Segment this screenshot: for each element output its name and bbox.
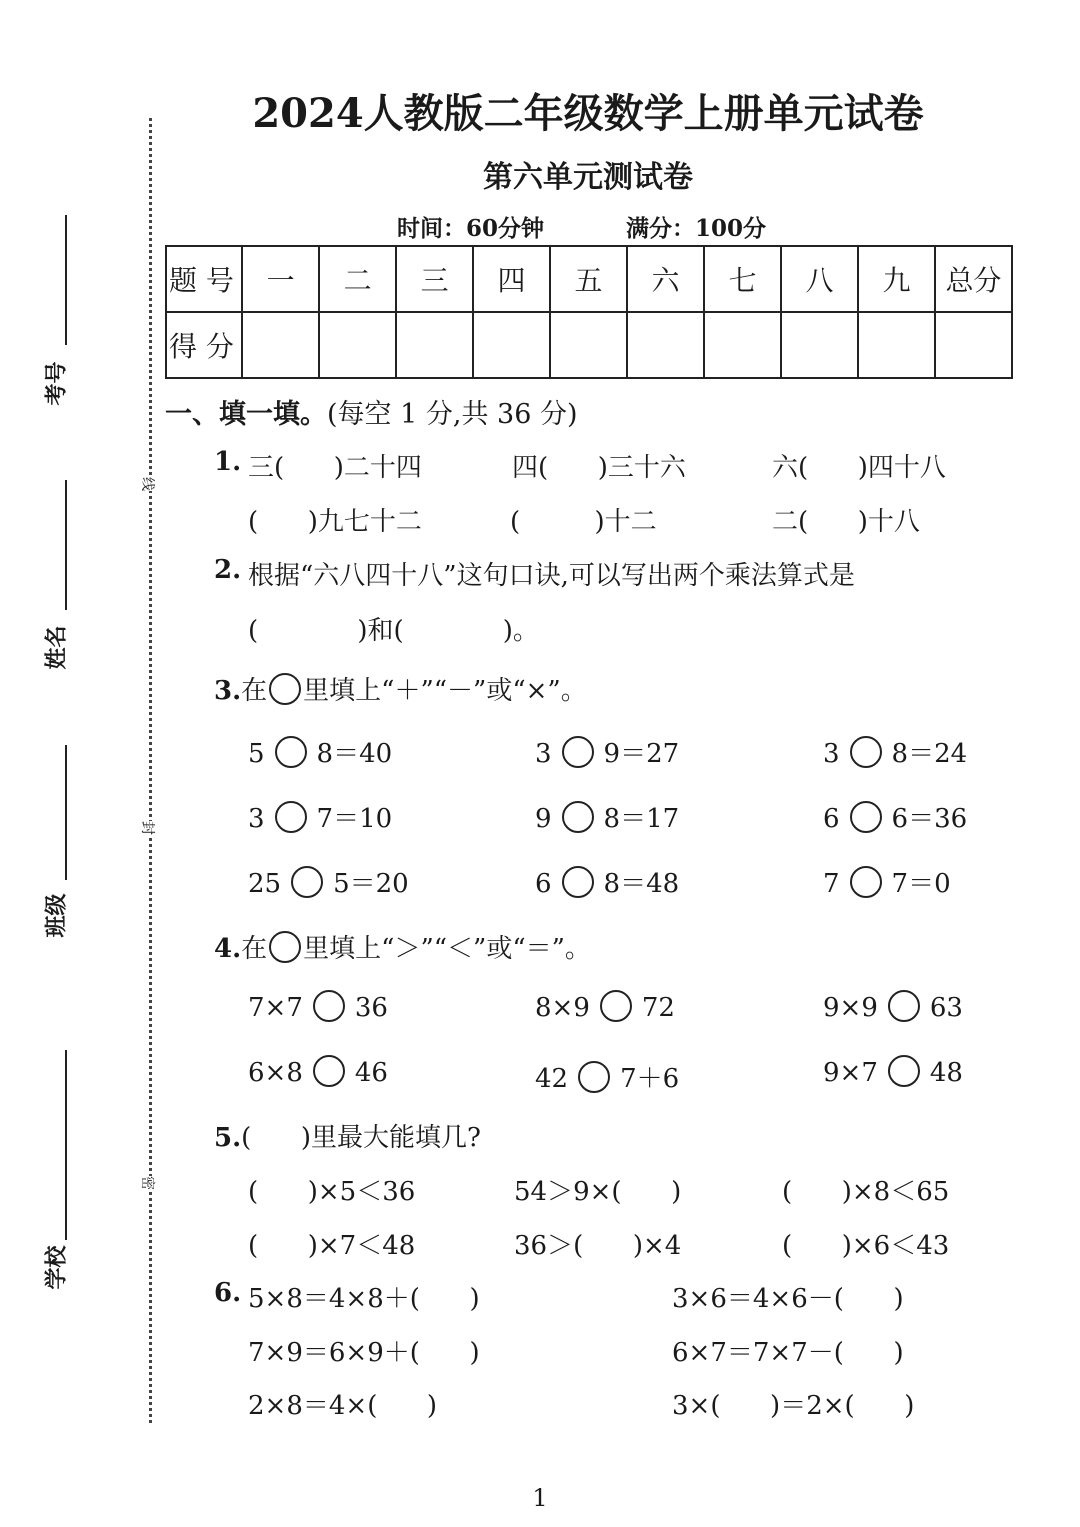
q1-item: 二( )十八	[772, 507, 920, 537]
right-side: 9＝27	[603, 739, 680, 769]
score-cell[interactable]	[242, 312, 319, 378]
q3-prompt	[214, 670, 587, 708]
right-side: 48	[929, 1058, 963, 1088]
left-operand: 25	[248, 869, 282, 899]
q2-text: 根据“六八四十八”这句口诀,可以写出两个乘法算式是	[248, 561, 855, 591]
seal-char: 线	[138, 477, 158, 491]
q6-item: 3×6＝4×6－( )	[672, 1284, 904, 1314]
school-label: 学校	[43, 1245, 70, 1290]
answer-circle[interactable]	[275, 801, 307, 833]
score-cell[interactable]	[704, 312, 781, 378]
header-cell: 六	[627, 246, 704, 312]
school-underline[interactable]	[65, 1050, 67, 1240]
question-number: 5.	[214, 1123, 242, 1153]
left-operand: 6	[823, 804, 840, 834]
q4-item	[535, 1058, 679, 1096]
answer-circle[interactable]	[313, 1055, 345, 1087]
prompt-text: 里填上“＞”“＜”或“＝”。	[303, 934, 591, 964]
binding-dotted-line	[149, 118, 152, 1423]
answer-circle[interactable]	[850, 801, 882, 833]
answer-circle[interactable]	[850, 866, 882, 898]
header-cell: 二	[319, 246, 396, 312]
exam-subtitle: 第六单元测试卷	[483, 160, 693, 195]
q4-item	[535, 993, 675, 1025]
q3-item	[823, 863, 951, 901]
score-cell[interactable]	[396, 312, 473, 378]
q4-item	[823, 1058, 963, 1090]
q3-item	[535, 863, 679, 901]
left-operand: 3	[535, 739, 552, 769]
circle-icon	[269, 673, 301, 705]
section-note: (每空 1 分,共 36 分)	[327, 399, 578, 430]
q3-item	[535, 733, 679, 771]
header-cell: 总分	[935, 246, 1012, 312]
class-label: 班级	[43, 893, 70, 938]
left-operand: 3	[823, 739, 840, 769]
left-operand: 9×7	[823, 1058, 878, 1088]
q6-item: 2×8＝4×( )	[248, 1391, 438, 1421]
header-cell: 七	[704, 246, 781, 312]
question-number: 3.	[214, 676, 242, 706]
name-underline[interactable]	[65, 480, 67, 610]
seal-char: 密	[138, 1176, 158, 1190]
header-cell: 题 号	[166, 246, 242, 312]
score-cell[interactable]	[627, 312, 704, 378]
left-operand: 9×9	[823, 993, 878, 1023]
exam-title: 2024人教版二年级数学上册单元试卷	[252, 90, 924, 137]
q5-item: ( )×7＜48	[248, 1231, 416, 1261]
score-table-score-row	[166, 312, 1012, 378]
q5-item: ( )×6＜43	[782, 1231, 950, 1261]
header-cell: 一	[242, 246, 319, 312]
class-underline[interactable]	[65, 745, 67, 880]
left-operand: 6×8	[248, 1058, 303, 1088]
answer-circle[interactable]	[562, 801, 594, 833]
answer-circle[interactable]	[888, 990, 920, 1022]
q5-item: 54＞9×( )	[514, 1177, 682, 1207]
question-number: 1.	[214, 447, 242, 477]
left-operand: 6	[535, 869, 552, 899]
q1-item: ( )九七十二	[248, 507, 422, 537]
right-side: 36	[354, 993, 388, 1023]
score-cell[interactable]	[858, 312, 935, 378]
left-operand: 7	[823, 869, 840, 899]
seal-char: 封	[138, 821, 158, 835]
left-operand: 3	[248, 804, 265, 834]
q5-item: ( )×8＜65	[782, 1177, 950, 1207]
header-cell: 五	[550, 246, 627, 312]
right-side: 72	[641, 993, 675, 1023]
left-operand: 5	[248, 739, 265, 769]
q1-item: 三( )二十四	[248, 453, 422, 483]
answer-circle[interactable]	[291, 866, 323, 898]
right-side: 5＝20	[333, 869, 409, 899]
q5-prompt	[214, 1117, 481, 1154]
score-cell[interactable]	[781, 312, 858, 378]
right-side: 8＝40	[316, 739, 393, 769]
q3-item	[823, 798, 967, 836]
q1-item: 四( )三十六	[512, 453, 686, 483]
left-operand: 9	[535, 804, 552, 834]
prompt-text: 在	[241, 676, 268, 706]
score-cell[interactable]	[473, 312, 550, 378]
header-cell: 八	[781, 246, 858, 312]
q3-item	[248, 733, 392, 771]
answer-circle[interactable]	[562, 866, 594, 898]
q3-item	[535, 798, 679, 836]
answer-circle[interactable]	[562, 736, 594, 768]
time-limit: 时间：60分钟	[397, 215, 545, 242]
answer-circle[interactable]	[888, 1055, 920, 1087]
q1-item: 六( )四十八	[772, 453, 946, 483]
score-table	[165, 245, 1013, 379]
right-side: 8＝17	[603, 804, 680, 834]
q4-item	[248, 993, 388, 1025]
score-cell[interactable]	[935, 312, 1012, 378]
right-side: 7＝10	[316, 804, 393, 834]
left-operand: 42	[535, 1064, 569, 1094]
q5-item: 36＞( )×4	[514, 1231, 682, 1261]
left-operand: 8×9	[535, 993, 590, 1023]
q5-item: ( )×5＜36	[248, 1177, 416, 1207]
question-number: 2.	[214, 555, 242, 585]
answer-circle[interactable]	[600, 990, 632, 1022]
row-label: 得 分	[166, 312, 242, 378]
right-side: 46	[354, 1058, 388, 1088]
circle-icon	[269, 931, 301, 963]
score-cell[interactable]	[550, 312, 627, 378]
full-score: 满分：100分	[626, 215, 767, 242]
section-title: 一、填一填。	[165, 399, 327, 430]
q6-item: 6×7＝7×7－( )	[672, 1338, 904, 1368]
q4-item	[248, 1058, 388, 1090]
answer-circle[interactable]	[578, 1061, 610, 1093]
score-table-header-row	[166, 246, 1012, 312]
page-number: 1	[532, 1484, 548, 1512]
q6-item: 5×8＝4×8＋( )	[248, 1284, 480, 1314]
prompt-text: ( )里最大能填几?	[241, 1123, 481, 1153]
q3-item	[248, 863, 409, 901]
name-label: 姓名	[43, 625, 70, 670]
header-cell: 九	[858, 246, 935, 312]
q4-item	[823, 993, 963, 1025]
answer-circle[interactable]	[275, 736, 307, 768]
right-side: 7＋6	[620, 1064, 680, 1094]
question-number: 6.	[214, 1278, 242, 1308]
q3-item	[823, 733, 967, 771]
q3-item	[248, 798, 392, 836]
exam-number-label: 考号	[43, 361, 70, 406]
score-cell[interactable]	[319, 312, 396, 378]
answer-circle[interactable]	[850, 736, 882, 768]
right-side: 8＝48	[603, 869, 680, 899]
q6-item: 3×( )＝2×( )	[672, 1391, 915, 1421]
right-side: 7＝0	[891, 869, 951, 899]
section-heading	[165, 392, 578, 431]
exam-number-underline[interactable]	[65, 215, 67, 345]
question-number: 4.	[214, 934, 242, 964]
header-cell: 三	[396, 246, 473, 312]
q6-item: 7×9＝6×9＋( )	[248, 1338, 480, 1368]
q2-blanks: ( )和( )。	[248, 616, 539, 646]
prompt-text: 在	[241, 934, 268, 964]
prompt-text: 里填上“＋”“－”或“×”。	[303, 676, 587, 706]
right-side: 63	[929, 993, 963, 1023]
answer-circle[interactable]	[313, 990, 345, 1022]
header-cell: 四	[473, 246, 550, 312]
q1-item: ( )十二	[510, 507, 657, 537]
left-operand: 7×7	[248, 993, 303, 1023]
right-side: 6＝36	[891, 804, 968, 834]
right-side: 8＝24	[891, 739, 968, 769]
q4-prompt	[214, 928, 591, 966]
